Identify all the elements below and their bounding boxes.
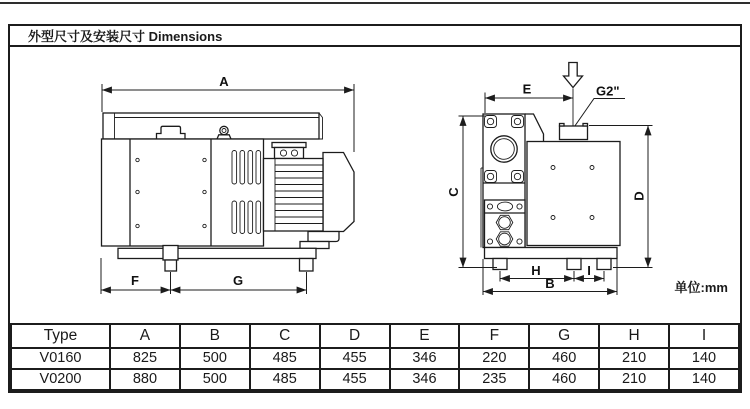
- col-header-e: E: [390, 324, 460, 348]
- dim-label-b: B: [545, 276, 555, 291]
- col-header-d: D: [320, 324, 390, 348]
- cell-a: 825: [110, 348, 180, 369]
- handle: [157, 126, 186, 139]
- cell-f: 235: [459, 369, 529, 390]
- junction-box: [485, 200, 526, 248]
- col-header-b: B: [180, 324, 250, 348]
- cell-c: 485: [250, 348, 320, 369]
- cell-d: 455: [320, 348, 390, 369]
- cell-e: 346: [390, 369, 460, 390]
- dim-label-g: G: [232, 273, 244, 288]
- col-header-g: G: [529, 324, 599, 348]
- cell-b: 500: [180, 348, 250, 369]
- cell-d: 455: [320, 369, 390, 390]
- cell-i: 140: [669, 348, 739, 369]
- front-base-and-feet: [485, 248, 618, 270]
- cell-e: 346: [390, 348, 460, 369]
- unit-label: 单位:mm: [674, 280, 728, 295]
- base-and-feet: [118, 246, 316, 272]
- cell-type: V0200: [11, 369, 110, 390]
- inlet-arrow-icon: [564, 63, 583, 88]
- front-body: [527, 142, 620, 246]
- col-header-type: Type: [11, 324, 110, 348]
- motor: [264, 143, 355, 249]
- col-header-c: C: [250, 324, 320, 348]
- col-header-a: A: [110, 324, 180, 348]
- inlet-callout: [575, 84, 626, 127]
- col-header-h: H: [599, 324, 669, 348]
- cell-c: 485: [250, 369, 320, 390]
- cell-f: 220: [459, 348, 529, 369]
- dim-label-d: D: [631, 191, 647, 201]
- cell-g: 460: [529, 369, 599, 390]
- cell-i: 140: [669, 369, 739, 390]
- cell-g: 460: [529, 348, 599, 369]
- dim-label-h: H: [531, 263, 541, 278]
- cell-type: V0160: [11, 348, 110, 369]
- pump-body: [102, 139, 264, 246]
- dim-label-i: I: [587, 263, 591, 278]
- front-view-drawing: [446, 63, 653, 296]
- side-view-drawing: [101, 74, 354, 294]
- dim-label-e: E: [522, 81, 532, 97]
- col-header-i: I: [669, 324, 739, 348]
- dimension-f-g: [101, 258, 307, 294]
- cell-a: 880: [110, 369, 180, 390]
- cell-b: 500: [180, 369, 250, 390]
- cell-h: 210: [599, 369, 669, 390]
- cell-h: 210: [599, 348, 669, 369]
- dim-label-c: C: [446, 187, 461, 197]
- page-title: 外型尺寸及安装尺寸 Dimensions: [28, 29, 223, 44]
- dim-label-a: A: [219, 74, 229, 89]
- dim-label-f: F: [131, 273, 139, 288]
- col-header-f: F: [459, 324, 529, 348]
- tank-outline: [103, 113, 323, 139]
- inlet-port: [560, 124, 588, 140]
- dimension-e: [485, 82, 573, 114]
- inlet-port-label: G2": [596, 83, 620, 99]
